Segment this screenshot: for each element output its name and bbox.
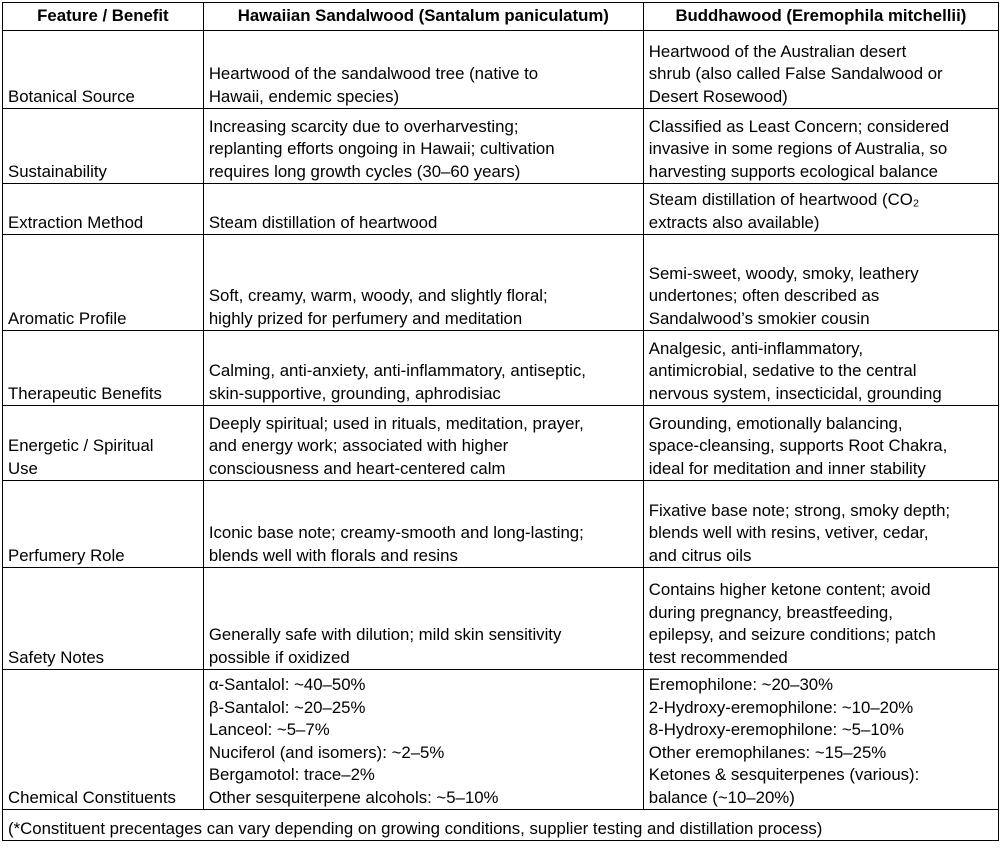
cell-text-line: Eremophilone: ~20–30% (648, 675, 834, 694)
buddhawood-cell (643, 235, 998, 331)
cell-text-line: Generally safe with dilution; mild skin sensitivity (208, 625, 562, 644)
cell-text-line: Energetic / Spiritual (8, 436, 154, 455)
table-row (3, 568, 999, 670)
cell-text-line: Heartwood of the Australian desert (648, 41, 907, 61)
feature-cell (3, 406, 204, 481)
cell-text-line: Ketones & sesquiterpenes (various): (648, 765, 920, 784)
cell-text-line: replanting efforts ongoing in Hawaii; cultivation (208, 139, 555, 158)
cell-text-line: 8-Hydroxy-eremophilone: ~5–10% (648, 720, 904, 739)
cell-text-line: Steam distillation of heartwood (CO₂ (648, 190, 920, 209)
cell-text-line: Other sesquiterpene alcohols: ~5–10% (208, 787, 499, 807)
buddhawood-cell (643, 184, 998, 235)
buddhawood-cell (643, 31, 998, 109)
header-buddhawood: Buddhawood (Eremophila mitchellii) (643, 3, 998, 31)
cell-text-line: Hawaii, endemic species) (208, 86, 400, 106)
header-row (3, 3, 999, 31)
cell-text-line: Bergamotol: trace–2% (208, 765, 375, 784)
cell-text-line: balance (~10–20%) (648, 787, 795, 807)
cell-text-line: Botanical Source (8, 86, 135, 106)
header-feature: Feature / Benefit (3, 3, 204, 31)
cell-text-line: Sustainability (8, 161, 107, 181)
cell-text-line: invasive in some regions of Australia, so (648, 139, 948, 158)
cell-text-line: shrub (also called False Sandalwood or (648, 64, 943, 83)
cell-text-line: Desert Rosewood) (648, 86, 788, 106)
cell-text-line: Safety Notes (8, 647, 105, 667)
feature-cell (3, 109, 204, 184)
header-hawaiian-sandalwood: Hawaiian Sandalwood (Santalum paniculatum) (203, 3, 643, 31)
cell-text-line: Other eremophilanes: ~15–25% (648, 742, 887, 762)
feature-cell (3, 481, 204, 568)
table-row (3, 670, 999, 810)
cell-text-line: Chemical Constituents (8, 787, 176, 807)
cell-text-line: nervous system, insecticidal, grounding (648, 383, 942, 403)
hawaiian-sandalwood-cell (203, 184, 643, 235)
hawaiian-sandalwood-cell (203, 568, 643, 670)
cell-text-line: highly prized for perfumery and meditation (208, 308, 523, 328)
cell-text-line: space-cleansing, supports Root Chakra, (648, 436, 948, 455)
feature-cell (3, 331, 204, 406)
footnote-row (3, 810, 999, 841)
buddhawood-cell (643, 568, 998, 670)
table-row (3, 109, 999, 184)
cell-text-line: Extraction Method (8, 212, 144, 232)
cell-text-line: Soft, creamy, warm, woody, and slightly floral; (208, 286, 548, 305)
cell-text-line: Deeply spiritual; used in rituals, meditation, prayer, (208, 413, 584, 433)
feature-cell (3, 235, 204, 331)
cell-text-line: Steam distillation of heartwood (208, 212, 438, 232)
hawaiian-sandalwood-cell (203, 331, 643, 406)
feature-cell (3, 184, 204, 235)
cell-text-line: Fixative base note; strong, smoky depth; (648, 500, 951, 520)
cell-text-line: Iconic base note; creamy-smooth and long-lasting; (208, 523, 584, 542)
hawaiian-sandalwood-cell (203, 109, 643, 184)
hawaiian-sandalwood-cell (203, 406, 643, 481)
cell-text-line: Grounding, emotionally balancing, (648, 413, 903, 433)
cell-text-line: 2-Hydroxy-eremophilone: ~10–20% (648, 697, 914, 717)
cell-text-line: harvesting supports ecological balance (648, 161, 938, 181)
cell-text-line: and citrus oils (648, 545, 752, 565)
feature-cell (3, 31, 204, 109)
cell-text-line: Lanceol: ~5–7% (208, 720, 330, 739)
table-row (3, 406, 999, 481)
cell-text-line: β-Santalol: ~20–25% (208, 697, 366, 717)
cell-text-line: requires long growth cycles (30–60 years) (208, 161, 521, 181)
cell-text-line: and energy work; associated with higher (208, 436, 509, 455)
cell-text-line: Sandalwood’s smokier cousin (648, 308, 870, 328)
cell-text-line: α-Santalol: ~40–50% (208, 675, 366, 694)
table-row (3, 31, 999, 109)
cell-text-line: Use (8, 458, 38, 478)
cell-text-line: during pregnancy, breastfeeding, (648, 602, 893, 622)
cell-text-line: blends well with florals and resins (208, 545, 458, 565)
cell-text-line: Increasing scarcity due to overharvesting; (208, 116, 519, 136)
cell-text-line: Therapeutic Benefits (8, 383, 162, 403)
table-row (3, 235, 999, 331)
cell-text-line: Perfumery Role (8, 545, 125, 565)
buddhawood-cell (643, 331, 998, 406)
buddhawood-cell (643, 481, 998, 568)
cell-text-line: Analgesic, anti-inflammatory, (648, 338, 863, 358)
hawaiian-sandalwood-cell (203, 31, 643, 109)
cell-text-line: skin-supportive, grounding, aphrodisiac (208, 383, 501, 403)
cell-text-line: Aromatic Profile (8, 308, 127, 328)
comparison-table (2, 2, 999, 841)
hawaiian-sandalwood-cell (203, 481, 643, 568)
cell-text-line: Heartwood of the sandalwood tree (native to (208, 64, 539, 83)
table-row (3, 184, 999, 235)
cell-text-line: Nuciferol (and isomers): ~2–5% (208, 742, 445, 762)
feature-cell (3, 670, 204, 810)
cell-text-line: test recommended (648, 647, 788, 667)
cell-text-line: consciousness and heart-centered calm (208, 458, 506, 478)
cell-text-line: ideal for meditation and inner stability (648, 458, 926, 478)
buddhawood-cell (643, 406, 998, 481)
cell-text-line: epilepsy, and seizure conditions; patch (648, 625, 936, 644)
cell-text-line: extracts also available) (648, 212, 820, 232)
footnote: (*Constituent precentages can vary depending on growing conditions, supplier testing and distillation process) (3, 810, 999, 841)
hawaiian-sandalwood-cell (203, 235, 643, 331)
table-row (3, 331, 999, 406)
table-row (3, 481, 999, 568)
cell-text-line: antimicrobial, sedative to the central (648, 361, 917, 380)
hawaiian-sandalwood-cell (203, 670, 643, 810)
cell-text-line: Semi-sweet, woody, smoky, leathery (648, 263, 919, 283)
cell-text-line: Classified as Least Concern; considered (648, 116, 950, 136)
cell-text-line: possible if oxidized (208, 647, 350, 667)
feature-cell (3, 568, 204, 670)
cell-text-line: Contains higher ketone content; avoid (648, 580, 931, 599)
cell-text-line: blends well with resins, vetiver, cedar, (648, 523, 929, 542)
buddhawood-cell (643, 670, 998, 810)
cell-text-line: Calming, anti-anxiety, anti-inflammatory, antiseptic, (208, 361, 586, 380)
cell-text-line: undertones; often described as (648, 286, 880, 305)
buddhawood-cell (643, 109, 998, 184)
